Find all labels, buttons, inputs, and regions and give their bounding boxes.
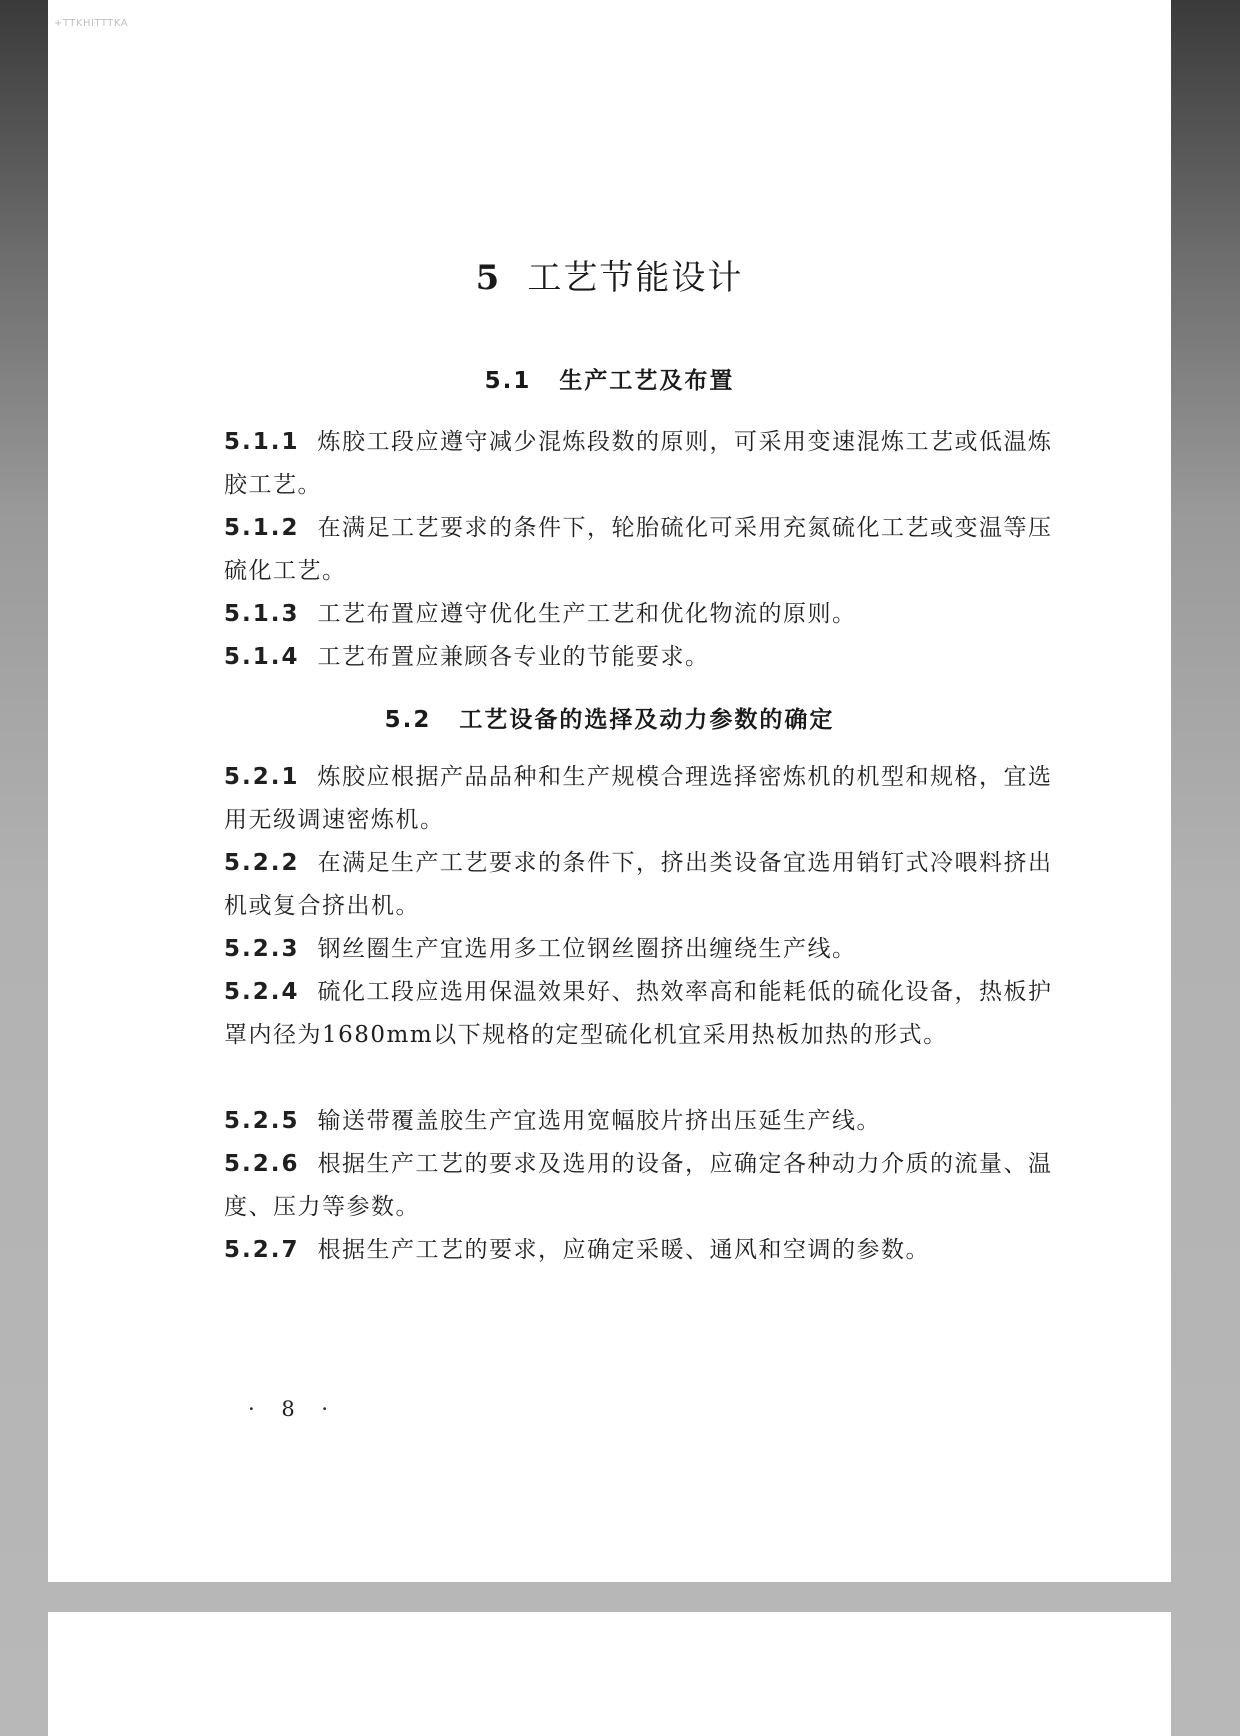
clause-number: 5.1.4: [224, 644, 300, 670]
clause-text: 炼胶工段应遵守减少混炼段数的原则，可采用变速混炼工艺或低温炼胶工艺。: [224, 429, 1053, 498]
clause-5-1-1: [224, 421, 1054, 507]
clause-5-2-2: [224, 842, 1054, 928]
section-number: 5.2: [384, 707, 432, 733]
header-watermark-text: +TTKHITTTKA: [54, 18, 129, 29]
clause-number: 5.2.7: [224, 1237, 300, 1263]
clause-text: 钢丝圈生产宜选用多工位钢丝圈挤出缠绕生产线。: [317, 936, 857, 962]
clause-5-1-4: [224, 636, 1054, 679]
clause-5-2-5: [224, 1100, 1054, 1143]
clause-text: 硫化工段应选用保温效果好、热效率高和能耗低的硫化设备，热板护罩内径为1680mm以下规格的定型硫化机宜采用热板加热的形式。: [224, 979, 1053, 1048]
clause-text: 在满足工艺要求的条件下，轮胎硫化可采用充氮硫化工艺或变温等压硫化工艺。: [224, 515, 1053, 584]
chapter-number: 5: [475, 258, 502, 298]
clause-5-2-3: [224, 928, 1054, 971]
clause-text: 在满足生产工艺要求的条件下，挤出类设备宜选用销钉式冷喂料挤出机或复合挤出机。: [224, 850, 1053, 919]
clause-text: 输送带覆盖胶生产宜选用宽幅胶片挤出压延生产线。: [317, 1108, 881, 1134]
clause-text: 根据生产工艺的要求，应确定采暖、通风和空调的参数。: [317, 1237, 930, 1263]
clause-number: 5.2.3: [224, 936, 300, 962]
clause-text: 根据生产工艺的要求及选用的设备，应确定各种动力介质的流量、温度、压力等参数。: [224, 1151, 1053, 1220]
clause-number: 5.2.2: [224, 850, 300, 876]
section-title-text: 生产工艺及布置: [559, 368, 735, 394]
clause-5-2-4: [224, 971, 1054, 1057]
section-title-5-1: [48, 362, 1171, 395]
chapter-title-text: 工艺节能设计: [527, 258, 744, 298]
clause-5-1-3: [224, 593, 1054, 636]
clause-number: 5.2.1: [224, 764, 300, 790]
document-page: [48, 0, 1171, 1582]
clause-text: 炼胶应根据产品品种和生产规模合理选择密炼机的机型和规格，宜选用无级调速密炼机。: [224, 764, 1053, 833]
clause-text: 工艺布置应遵守优化生产工艺和优化物流的原则。: [317, 601, 857, 627]
clause-number: 5.2.5: [224, 1108, 300, 1134]
clause-number: 5.1.3: [224, 601, 300, 627]
next-document-page: [48, 1612, 1171, 1736]
chapter-title: [48, 250, 1171, 299]
clause-5-2-1: [224, 756, 1054, 842]
clause-5-1-2: [224, 507, 1054, 593]
section-number: 5.1: [484, 368, 532, 394]
clause-number: 5.1.1: [224, 429, 300, 455]
section-title-text: 工艺设备的选择及动力参数的确定: [459, 707, 835, 733]
clause-number: 5.1.2: [224, 515, 300, 541]
clause-text: 工艺布置应兼顾各专业的节能要求。: [317, 644, 710, 670]
clause-5-2-6: [224, 1143, 1054, 1229]
clause-number: 5.2.4: [224, 979, 300, 1005]
page-number: · 8 ·: [248, 1397, 339, 1421]
clause-number: 5.2.6: [224, 1151, 300, 1177]
clause-5-2-7: [224, 1229, 1054, 1272]
section-title-5-2: [48, 701, 1171, 734]
